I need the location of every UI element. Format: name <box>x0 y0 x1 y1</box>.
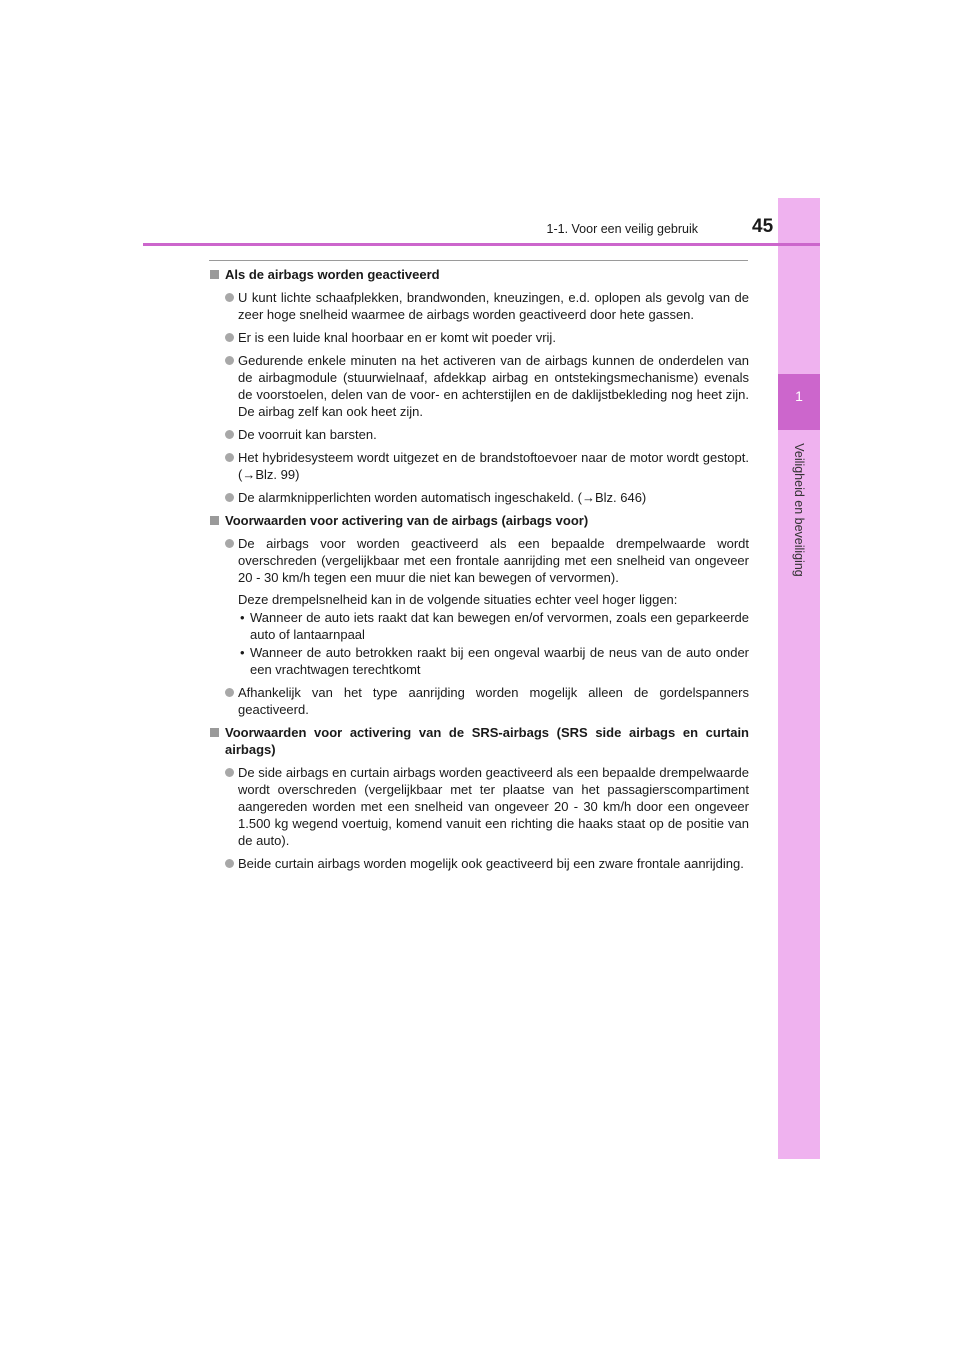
list-item: Het hybridesysteem wordt uitgezet en de brandstoftoevoer naar de motor wordt gestopt. (→Blz. 99) <box>210 449 749 483</box>
content-top-rule <box>209 260 748 261</box>
list-item: De side airbags en curtain airbags worden geactiveerd als een bepaalde drempelwaarde wordt overschreden (vergelijkbaar met ter plaatse van het passagierscompartiment aangereden worden met een snelheid van ongeveer 20 - 30 km/h door een ongeveer 1.500 kg wegend voertuig, komend vanuit een richting die haaks staat op de positie van de auto). <box>210 764 749 849</box>
list-item: Beide curtain airbags worden mogelijk ook geactiveerd bij een zware frontale aanrijding. <box>210 855 749 872</box>
section-heading: Voorwaarden voor activering van de airbags (airbags voor) <box>210 512 749 529</box>
list-item: U kunt lichte schaafplekken, brandwonden, kneuzingen, e.d. oplopen als gevolg van de zeer hoge snelheid waarmee de airbags worden geactiveerd door hete gassen. <box>210 289 749 323</box>
header-rule <box>143 243 820 246</box>
chapter-number: 1 <box>795 388 803 404</box>
paragraph: Deze drempelsnelheid kan in de volgende situaties echter veel hoger liggen: <box>238 592 678 607</box>
list-item: Afhankelijk van het type aanrijding worden mogelijk alleen de gordelspanners geactiveerd. <box>210 684 749 718</box>
section-heading: Voorwaarden voor activering van de SRS-airbags (SRS side airbags en curtain airbags) <box>210 724 749 758</box>
sub-list-item: • Wanneer de auto iets raakt dat kan bewegen en/of vervormen, zoals een geparkeerde auto of lantaarnpaal <box>210 609 749 643</box>
list-item: De alarmknipperlichten worden automatisch ingeschakeld. (→Blz. 646) <box>210 489 749 506</box>
side-tab-strip <box>778 198 820 1159</box>
list-item: Er is een luide knal hoorbaar en er komt wit poeder vrij. <box>210 329 749 346</box>
list-item: De voorruit kan barsten. <box>210 426 749 443</box>
page-number: 45 <box>752 216 774 237</box>
list-item: Gedurende enkele minuten na het activeren van de airbags kunnen de onderdelen van de airbagmodule (stuurwielnaaf, afdekkap airbag en ontstekingsmechanisme) evenals de voorstoelen, delen van de voor- en achterstijlen en de daklijstbekleding nog heet zijn. De airbag zelf kan ook heet zijn. <box>210 352 749 420</box>
sub-list-item: • Wanneer de auto betrokken raakt bij een ongeval waarbij de neus van de auto onder een vrachtwagen terechtkomt <box>210 644 749 678</box>
section-heading: Als de airbags worden geactiveerd <box>210 266 749 283</box>
page-content <box>210 266 749 872</box>
header-section-title: 1-1. Voor een veilig gebruik <box>546 222 698 236</box>
list-item: De airbags voor worden geactiveerd als een bepaalde drempelwaarde wordt overschreden (vergelijkbaar met een frontale aanrijding met een snelheid van ongeveer 20 - 30 km/h tegen een muur die niet kan bewegen of vervormen). <box>210 535 749 586</box>
chapter-label: Veiligheid en beveiliging <box>792 443 806 577</box>
